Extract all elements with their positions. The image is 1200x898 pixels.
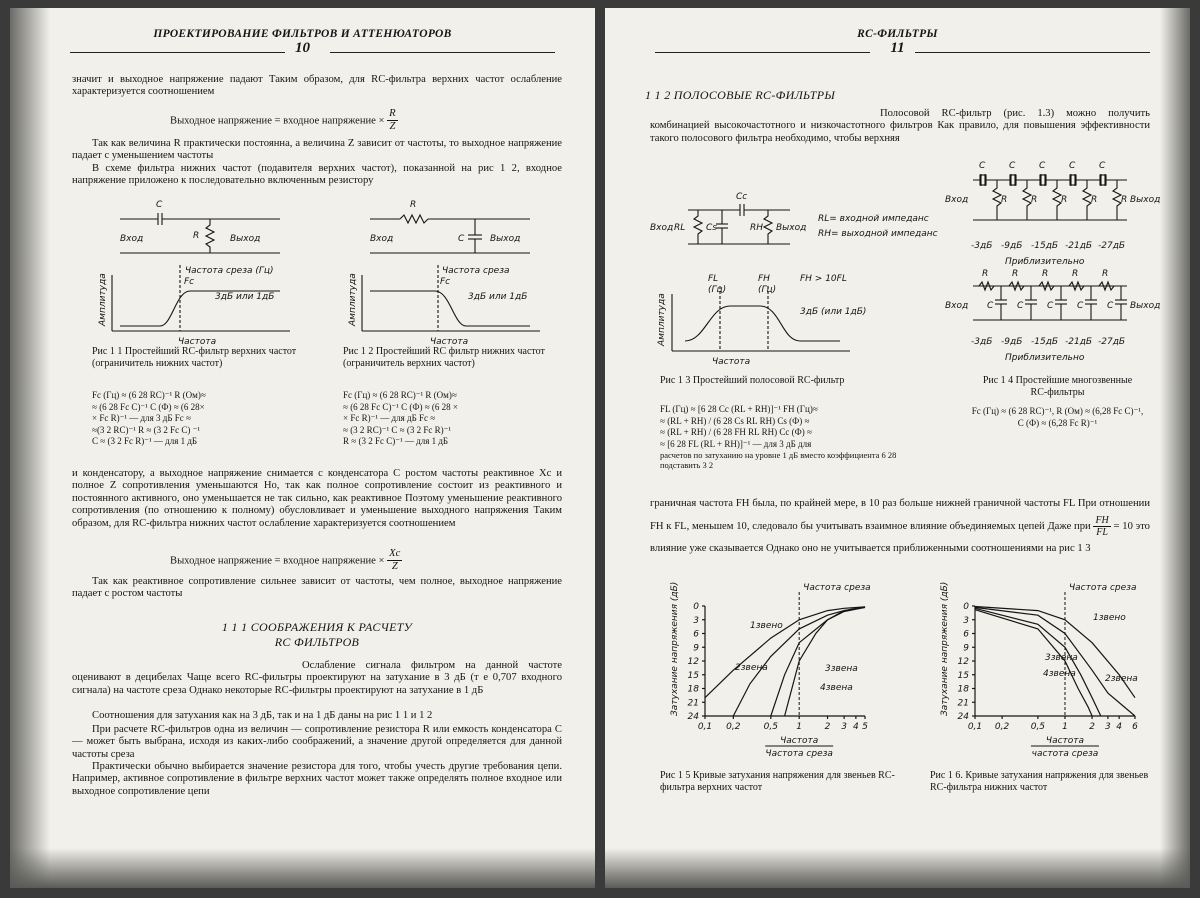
db-label: 3дБ или 1дБ	[468, 292, 528, 302]
running-head: RC-ФИЛЬТРЫ	[857, 28, 938, 40]
equation-1	[170, 108, 398, 134]
caption-fig-1-5: Рис 1 5 Кривые затухания напряжения для звеньев RC-фильтра верхних частот	[660, 770, 895, 793]
formulas-fig-1-4	[945, 406, 1170, 429]
x-axis-label-bottom: Частота среза	[765, 749, 833, 759]
label-c: C	[458, 234, 465, 244]
series-label: 1звено	[1093, 613, 1126, 623]
label-cc: Cc	[736, 192, 748, 202]
series-curve	[785, 607, 865, 716]
x-axis-label-bottom: частота среза	[1031, 749, 1099, 759]
label-c: C	[1077, 301, 1084, 311]
caption-line: RC-фильтры	[1030, 386, 1085, 398]
label-in-bottom: Вход	[945, 301, 969, 311]
x-tick-label: 0,5	[763, 722, 778, 732]
formula-line: C ≈ (3 2 Fc R)⁻¹ — для 1 дБ	[92, 436, 198, 446]
y-tick-label: 6	[963, 629, 969, 640]
fc-label: Fc	[184, 277, 195, 287]
section-title-line-1: 1 1 1 СООБРАЖЕНИЯ К РАСЧЕТУ	[221, 620, 413, 634]
y-tick-label: 9	[693, 643, 699, 654]
fl-unit: (Гц)	[708, 285, 727, 295]
fh-unit: (Гц)	[758, 285, 777, 295]
label-r: R	[1121, 195, 1128, 205]
formula-line: × Fc R)⁻¹ — для 3 дБ Fc ≈	[92, 413, 191, 423]
page-shadow	[605, 848, 1190, 888]
label-out: Выход	[490, 234, 521, 244]
circuit-highpass	[120, 213, 280, 253]
atten-label: -3дБ	[971, 241, 993, 251]
left-page	[10, 8, 595, 888]
label-out-bottom: Выход	[1130, 301, 1161, 311]
circuit-multistage-highpass	[973, 174, 1127, 220]
paragraph: В схеме фильтра нижних частот (подавителя верхних частот), показанной на рис 1 2, входное напряжение приложено к последовательно включенным резистору	[72, 163, 562, 187]
y-tick-label: 3	[963, 615, 969, 626]
fig-1-3-bandpass	[650, 186, 940, 366]
resistor-symbol	[1023, 180, 1031, 220]
x-tick-label: 4	[1116, 722, 1123, 732]
paragraph: Так как величина R практически постоянна, а величина Z зависит от частоты, то выходное напряжение падает с уменьшением частоты	[72, 138, 562, 162]
x-tick-label: 0,1	[697, 722, 713, 732]
fig-1-2-lowpass	[340, 191, 560, 347]
y-tick-label: 15	[957, 670, 969, 681]
approx-label: Приблизительно	[1005, 353, 1085, 363]
x-tick-label: 0,2	[994, 722, 1010, 732]
right-page	[605, 8, 1190, 888]
caption-fig-1-3: Рис 1 3 Простейший полосовой RC-фильтр	[660, 375, 845, 386]
label-in: Вход	[370, 234, 394, 244]
y-tick-label: 24	[687, 712, 699, 722]
page-number: 10	[295, 40, 310, 56]
numerator: Xc	[387, 548, 402, 561]
y-axis-label: Амплитуда	[348, 273, 358, 326]
label-r: R	[1091, 195, 1098, 205]
label-cs: Cs	[706, 223, 717, 233]
header-rule-left	[655, 52, 870, 53]
label-rl: RL	[674, 223, 686, 233]
formula-line: ≈ (RL + RH) / (6 28 Cs RL RH) Cs (Ф) ≈	[660, 415, 810, 426]
fig-1-1-highpass	[90, 191, 310, 347]
page-number: 11	[890, 40, 905, 56]
resistor-symbol	[1113, 180, 1121, 220]
series-label: 2звена	[1105, 674, 1138, 684]
series-label: 3звена	[1045, 653, 1078, 663]
cutoff-label: Частота среза (Гц)	[185, 266, 274, 276]
db-label: 3дБ (или 1дБ)	[800, 307, 867, 317]
label-c: C	[1009, 161, 1016, 171]
approx-label: Приблизительно	[1005, 257, 1085, 267]
series-label: 2звена	[735, 663, 768, 673]
x-axis-label-top: Частота	[1045, 736, 1085, 746]
fig-1-4-multistage	[945, 158, 1165, 368]
resistor-symbol	[993, 180, 1001, 220]
label-in-top: Вход	[945, 195, 969, 205]
page-shadow	[10, 848, 595, 888]
atten-label: -27дБ	[1098, 337, 1126, 347]
label-r: R	[982, 269, 989, 279]
formula-line: × Fc R)⁻¹ — для дБ Fc ≈	[343, 413, 436, 423]
y-tick-label: 0	[963, 602, 969, 612]
resistor-symbol	[1083, 180, 1091, 220]
label-c: C	[1099, 161, 1106, 171]
equation-lhs: Выходное напряжение = входное напряжение ×	[170, 555, 385, 567]
label-c: C	[979, 161, 986, 171]
label-c: C	[1017, 301, 1024, 311]
label-rh: RH	[750, 223, 764, 233]
paragraph: и конденсатору, а выходное напряжение снимается с конденсатора C ростом частоты реактивное Xc и полное Z сопротивления уменьшаются Но, так как полное сопротивление состоит из реактивного и постоянного активного, оно уменьшается не так сильно, как реактивное Поэтому уменьшение реактивного сопротивления (по отношению к полному) обусловливает и уменьшение выходного напряжения Таким образом, для RC-фильтра нижних частот ослабление характеризуется соотношением	[72, 468, 562, 529]
label-out: Выход	[776, 223, 807, 233]
atten-label: -9дБ	[1001, 337, 1023, 347]
cutoff-label: Частота среза	[442, 266, 510, 276]
series-curve	[975, 608, 1101, 716]
x-tick-label: 1	[796, 722, 803, 732]
formula-line: Fc (Гц) ≈ (6 28 RC)⁻¹ R (Ом)≈	[92, 390, 206, 400]
formula-line: Fc (Гц) ≈ (6 28 RC)⁻¹, R (Ом) ≈ (6,28 Fc C)⁻¹,	[971, 406, 1144, 416]
series-label: 4звена	[1043, 669, 1076, 679]
paragraph: значит и выходное напряжение падают Таким образом, для RC-фильтра верхних частот ослабление характеризуется соотношением	[72, 74, 562, 98]
y-tick-label: 21	[957, 698, 969, 709]
y-tick-label: 18	[957, 684, 969, 695]
x-axis-label-top: Частота	[780, 736, 819, 746]
label-r: R	[1012, 269, 1019, 279]
numerator: FH	[1095, 515, 1109, 526]
caption-fig-1-6: Рис 1 6. Кривые затухания напряжения для звеньев RC-фильтра нижних частот	[930, 770, 1149, 793]
label-c: C	[1069, 161, 1076, 171]
equation-lhs: Выходное напряжение = входное напряжение ×	[170, 115, 385, 127]
response-bandpass	[672, 286, 850, 351]
formula-line: ≈ (6 28 Fc C)⁻¹ C (Ф) ≈ (6 28 ×	[343, 401, 459, 412]
x-tick-label: 3	[1105, 722, 1111, 732]
y-tick-label: 21	[687, 698, 699, 709]
x-tick-label: 0,1	[967, 722, 983, 732]
denominator: FL	[1096, 527, 1108, 538]
formulas-fig-1-3	[660, 404, 915, 470]
caption-line: Рис 1 4 Простейшие многозвенные	[982, 375, 1133, 386]
series-label: 4звена	[820, 683, 853, 693]
label-r: R	[193, 231, 200, 241]
caption-fig-1-1: Рис 1 1 Простейший RC-фильтр верхних частот (ограничитель нижних частот)	[92, 346, 297, 369]
label-out-top: Выход	[1130, 195, 1161, 205]
y-tick-label: 12	[687, 657, 699, 667]
label-r: R	[1042, 269, 1049, 279]
y-tick-label: 0	[693, 602, 699, 612]
x-tick-label: 6	[1132, 722, 1138, 732]
running-head: ПРОЕКТИРОВАНИЕ ФИЛЬТРОВ И АТТЕНЮАТОРОВ	[153, 28, 452, 40]
y-axis-label: Амплитуда	[657, 293, 667, 346]
formulas-fig-1-2	[343, 390, 558, 448]
paragraph: Полосовой RC-фильтр (рис. 1.3) можно получить комбинацией высокочастотного и низкочастотного фильтров Как правило, для повышения эффективности такого полосового фильтра необходимо, чтобы верхняя	[650, 108, 1150, 144]
caption-fig-1-4	[950, 375, 1165, 398]
resistor-symbol	[1053, 180, 1061, 220]
fc-label: Fc	[440, 277, 451, 287]
fh-label: FH	[758, 274, 770, 284]
y-tick-label: 9	[963, 643, 969, 654]
paragraph: Соотношения для затухания как на 3 дБ, так и на 1 дБ даны на рис 1 1 и 1 2	[92, 710, 433, 721]
formula-line: R ≈ (3 2 Fc C)⁻¹ — для 1 дБ	[343, 436, 449, 446]
equation-fraction	[387, 548, 402, 574]
atten-label: -15дБ	[1031, 241, 1059, 251]
series-label: 3звена	[825, 664, 858, 674]
equation-fraction	[387, 108, 397, 134]
atten-label: -21дБ	[1065, 337, 1093, 347]
x-axis-label: Частота	[712, 357, 751, 367]
series-label: 1звено	[750, 621, 783, 631]
fig-1-6-chart	[925, 578, 1165, 768]
denominator: Z	[391, 561, 398, 573]
y-tick-label: 3	[693, 615, 699, 626]
legend-rl: RL= входной импеданс	[818, 214, 929, 224]
label-r: R	[1031, 195, 1038, 205]
cutoff-label: Частота среза	[1068, 583, 1137, 593]
label-c: C	[1107, 301, 1114, 311]
label-c: C	[1039, 161, 1046, 171]
atten-label: -27дБ	[1098, 241, 1126, 251]
x-axis-label: Частота	[178, 337, 217, 347]
formula-line: ≈(3 2 RC)⁻¹ R ≈ (3 2 Fc C) ⁻¹	[92, 424, 201, 435]
formula-line: ≈ (6 28 Fc C)⁻¹ C (Ф) ≈ (6 28×	[92, 401, 205, 412]
label-r: R	[1102, 269, 1109, 279]
equation-2	[170, 548, 402, 574]
paragraph: Практически обычно выбирается значение резистора для того, чтобы учесть другие требования цепи. Например, активное сопротивление в фильтре верхних частот может также определять полное входное или выходное сопротивление цепи	[72, 761, 562, 797]
label-r: R	[1061, 195, 1068, 205]
formula-line: расчетов по затуханию на уровне 1 дБ вместо коэффициента 6 28 подставить 3 2	[660, 450, 897, 470]
x-tick-label: 5	[862, 722, 868, 732]
fig-1-5-chart	[655, 578, 895, 768]
label-r: R	[1072, 269, 1079, 279]
ratio-fraction	[1093, 515, 1110, 538]
header-rule-left	[70, 52, 285, 53]
x-tick-label: 4	[853, 722, 859, 732]
y-tick-label: 12	[957, 657, 969, 667]
fl-label: FL	[708, 274, 719, 284]
y-tick-label: 15	[687, 670, 699, 681]
x-tick-label: 2	[1089, 722, 1095, 732]
x-tick-label: 0,5	[1030, 722, 1046, 732]
header-rule-right	[330, 52, 555, 53]
paragraph: При расчете RC-фильтров одна из величин — сопротивление резистора R или емкость конденсатора C — может быть выбрана, исходя из каких-либо соображений, а значение другой определяется для данной частоты среза	[72, 724, 562, 760]
series-curve	[771, 607, 865, 716]
label-c: C	[156, 200, 163, 210]
text-run: = 10 это влияние уже сказывается Однако оно не учитывается приближенными соотношениями на рис 1 3	[650, 520, 1150, 554]
label-c: C	[1047, 301, 1054, 311]
condition-label: FH > 10FL	[800, 274, 847, 284]
y-tick-label: 18	[687, 684, 699, 695]
x-tick-label: 3	[841, 722, 847, 732]
atten-label: -21дБ	[1065, 241, 1093, 251]
axes	[702, 606, 865, 719]
paragraph: Так как реактивное сопротивление сильнее зависит от частоты, чем полное, выходное напряжение падает с ростом частоты	[72, 576, 562, 600]
paragraph	[650, 493, 1150, 560]
y-tick-label: 24	[957, 712, 969, 722]
denominator: Z	[389, 121, 396, 133]
cutoff-label: Частота среза	[803, 583, 871, 593]
db-label: 3дБ или 1дБ	[215, 292, 275, 302]
label-r: R	[1001, 195, 1008, 205]
x-axis-label: Частота	[430, 337, 469, 347]
x-tick-label: 2	[824, 722, 831, 732]
formula-line: ≈ [6 28 FL (RL + RH)]⁻¹ — для 3 дБ для	[660, 438, 812, 449]
circuit-bandpass	[688, 204, 790, 244]
label-in: Вход	[650, 223, 674, 233]
label-c: C	[987, 301, 994, 311]
formulas-fig-1-1	[92, 390, 307, 448]
y-axis-label: Затухание напряжения (дБ)	[940, 581, 950, 716]
formula-line: ≈ (3 2 RC)⁻¹ C ≈ (3 2 Fc R)⁻¹	[343, 424, 452, 435]
atten-label: -3дБ	[971, 337, 993, 347]
numerator: R	[387, 108, 397, 121]
atten-label: -15дБ	[1031, 337, 1059, 347]
y-axis-label: Затухание напряжения (дБ)	[670, 581, 680, 716]
x-tick-label: 0,2	[726, 722, 741, 732]
page-shadow	[10, 8, 50, 888]
formula-line: Fc (Гц) ≈ (6 28 RC)⁻¹ R (Ом)≈	[343, 390, 457, 400]
formula-line: FL (Гц) ≈ [6 28 Cc (RL + RH)]⁻¹ FH (Гц)≈	[660, 404, 818, 414]
caption-fig-1-2: Рис 1 2 Простейший RC фильтр нижних частот (ограничитель верхних частот)	[343, 346, 545, 369]
label-out: Выход	[230, 234, 261, 244]
y-axis-label: Амплитуда	[98, 273, 108, 326]
section-title-line-2: RC ФИЛЬТРОВ	[274, 635, 360, 649]
y-tick-label: 6	[693, 629, 699, 640]
atten-label: -9дБ	[1001, 241, 1023, 251]
legend-rh: RH= выходной импеданс	[818, 229, 938, 239]
section-title: 1 1 2 ПОЛОСОВЫЕ RC-ФИЛЬТРЫ	[645, 88, 836, 102]
x-tick-label: 1	[1062, 722, 1068, 732]
text-run: граничная частота FH была, по крайней мере, в 10 раз больше нижней граничной частоты FL При отношении FH к FL, меньшем 10, следовало бы учитывать взаимное влияние объединяемых цепей Даже при	[650, 498, 1150, 532]
formula-line: C (Ф) ≈ (6,28 Fc R)⁻¹	[1017, 417, 1098, 428]
header-rule-right	[915, 52, 1150, 53]
label-r: R	[410, 200, 417, 210]
formula-line: ≈ (RL + RH) / (6 28 FH RL RH) Cc (Ф) ≈	[660, 427, 812, 437]
label-in: Вход	[120, 234, 144, 244]
paragraph: Ослабление сигнала фильтром на данной частоте оценивают в децибелах Чаще всего RC-фильтры проектируют на затухание в 3 дБ (т е 0,707 входного сигнала) на частоте среза Однако некоторые RC-фильтры проектируют на затухание в 1 дБ	[72, 660, 562, 696]
